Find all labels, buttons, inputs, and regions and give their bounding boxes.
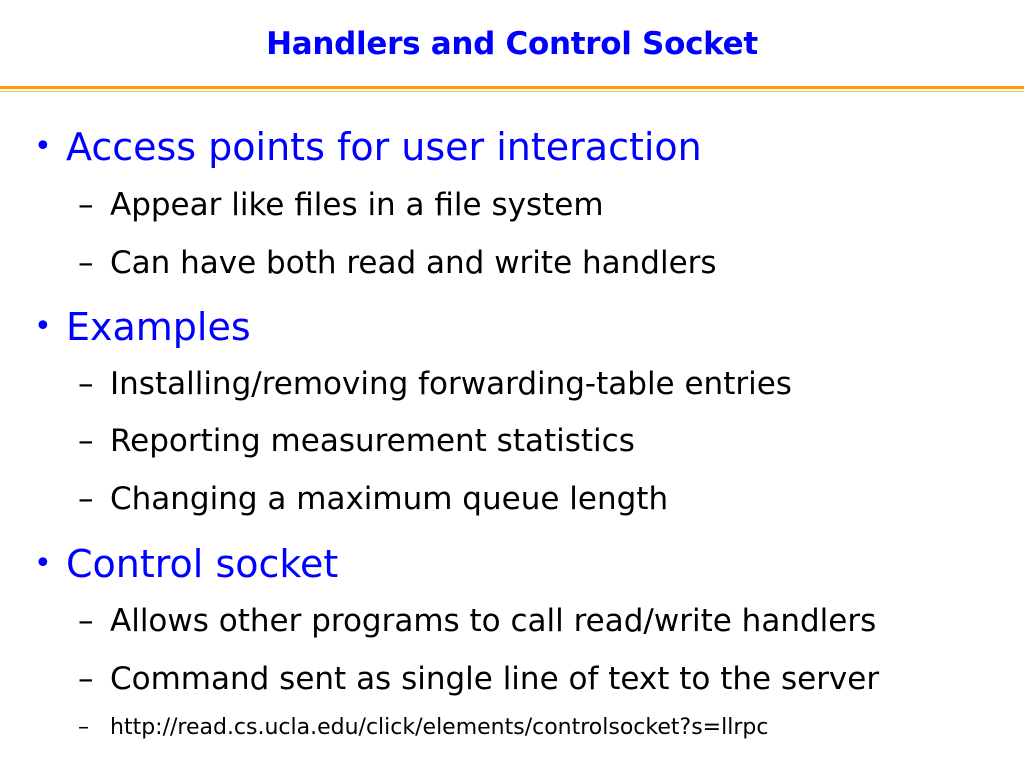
sub-bullet-item xyxy=(78,187,604,223)
sub-bullet-item xyxy=(78,661,880,697)
sub-bullet-item xyxy=(78,423,635,459)
bullet-item xyxy=(34,542,339,586)
sub-bullet-text: Reporting measurement statistics xyxy=(110,423,635,459)
dash-icon: – xyxy=(78,187,94,223)
sub-bullet-item xyxy=(78,717,768,739)
bullet-text: Examples xyxy=(66,305,251,349)
sub-bullet-text: Command sent as single line of text to the server xyxy=(110,661,880,697)
slide-title: Handlers and Control Socket xyxy=(266,26,758,62)
sub-bullet-text: Changing a maximum queue length xyxy=(110,481,669,517)
bullet-text: Access points for user interaction xyxy=(66,125,702,169)
dash-icon: – xyxy=(78,661,94,697)
bullet-text: Control socket xyxy=(66,542,339,586)
sub-bullet-item xyxy=(78,481,669,517)
dash-icon: – xyxy=(78,715,89,740)
dash-icon: – xyxy=(78,366,94,402)
sub-bullet-text: Appear like files in a file system xyxy=(110,187,604,223)
dash-icon: – xyxy=(78,423,94,459)
bullet-item xyxy=(34,305,251,349)
sub-bullet-item xyxy=(78,366,792,402)
url-text: http://read.cs.ucla.edu/click/elements/controlsocket?s=llrpc xyxy=(110,715,769,740)
dash-icon: – xyxy=(78,245,94,281)
bullet-item xyxy=(34,125,702,169)
dash-icon: – xyxy=(78,481,94,517)
sub-bullet-item xyxy=(78,603,877,639)
dash-icon: – xyxy=(78,603,94,639)
sub-bullet-text: Allows other programs to call read/write handlers xyxy=(110,603,877,639)
bullet-icon: • xyxy=(34,309,52,344)
sub-bullet-item xyxy=(78,245,717,281)
bullet-icon: • xyxy=(34,546,52,581)
sub-bullet-text: Can have both read and write handlers xyxy=(110,245,717,281)
sub-bullet-text: Installing/removing forwarding-table entries xyxy=(110,366,792,402)
bullet-icon: • xyxy=(34,129,52,164)
